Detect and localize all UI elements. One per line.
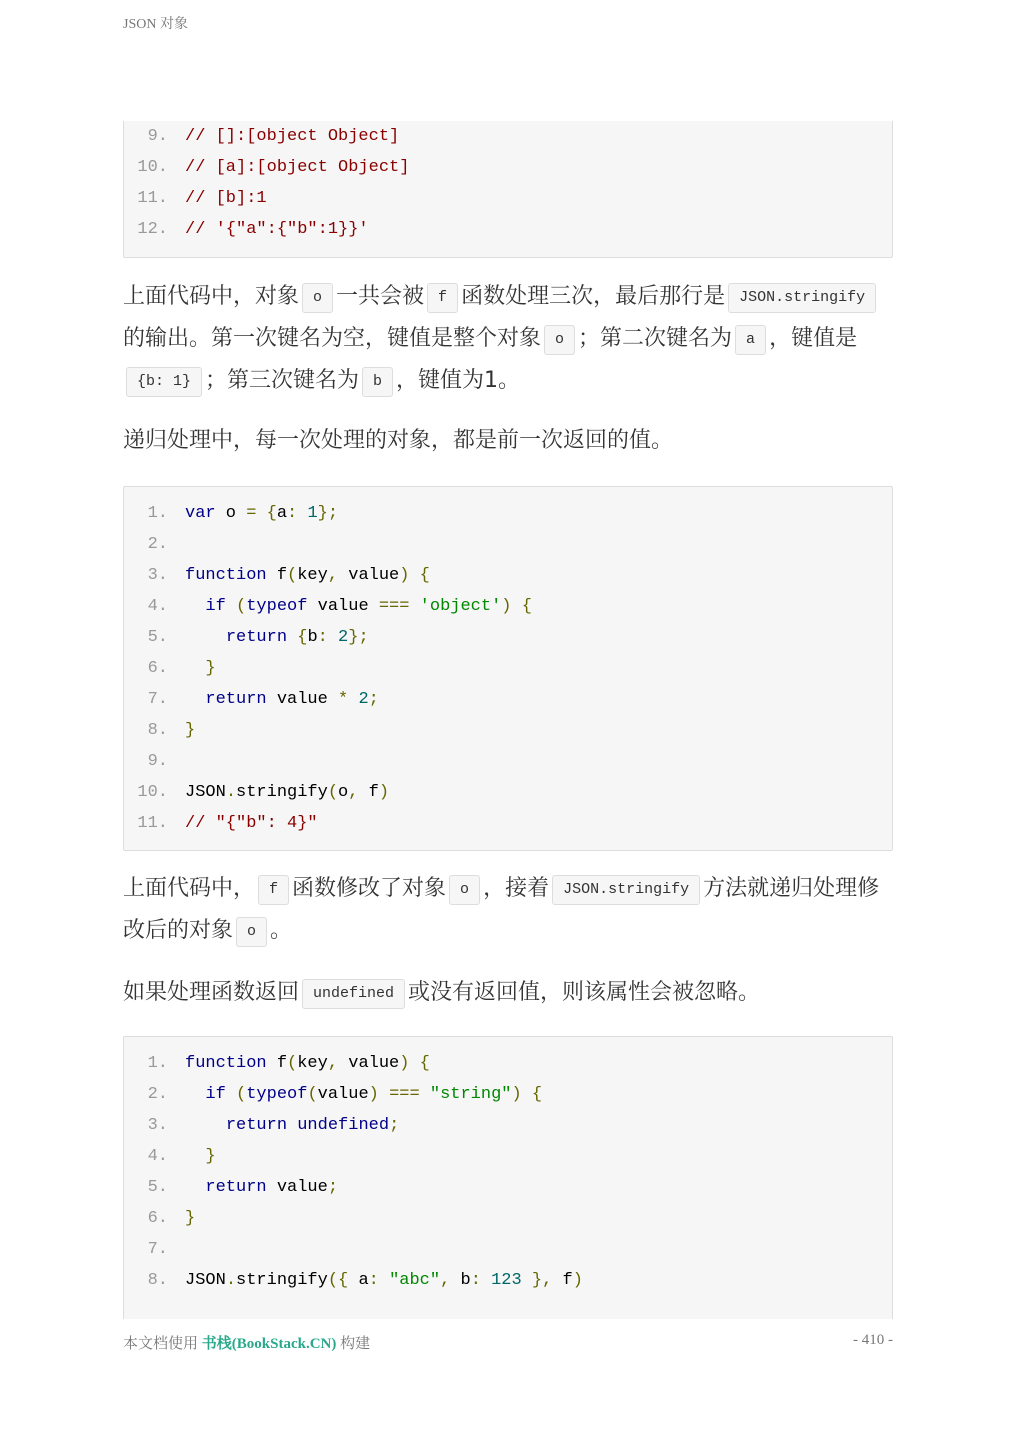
- code-text: return {b: 2};: [225, 628, 369, 647]
- text: ，键值是: [769, 326, 858, 351]
- line-number: 4.: [147, 1147, 168, 1166]
- code-text: // [a]:[object Object]: [185, 158, 410, 177]
- text: 。: [270, 918, 293, 943]
- footer-credit: [123, 1332, 370, 1353]
- line-number: 6.: [147, 1209, 168, 1228]
- inline-code: o: [449, 875, 480, 905]
- line-number: 3.: [147, 1116, 168, 1135]
- code-line: [124, 121, 399, 152]
- text: 函数修改了对象: [292, 876, 447, 901]
- code-text: return value;: [205, 1178, 339, 1197]
- line-number: 11.: [137, 189, 168, 208]
- text: 或没有返回值，则该属性会被忽略。: [408, 980, 761, 1005]
- code-text: // '{"a":{"b":1}}': [185, 220, 369, 239]
- code-line: [124, 498, 338, 529]
- line-number: 12.: [137, 220, 168, 239]
- inline-code: b: [362, 367, 393, 397]
- code-text: }: [185, 721, 196, 740]
- line-number: 5.: [147, 1178, 168, 1197]
- footer-suffix: 构建: [340, 1336, 371, 1352]
- code-line: [124, 746, 168, 777]
- line-number: 1.: [147, 504, 168, 523]
- line-number: 7.: [147, 690, 168, 709]
- code-line: [124, 1141, 216, 1172]
- line-number: 10.: [137, 158, 168, 177]
- code-text: if (typeof value === 'object') {: [205, 597, 532, 616]
- text: ，键值为1。: [396, 368, 521, 393]
- line-number: 6.: [147, 659, 168, 678]
- code-line: [124, 684, 379, 715]
- inline-code: JSON.stringify: [728, 283, 876, 313]
- line-number: 4.: [147, 597, 168, 616]
- line-number: 2.: [147, 535, 168, 554]
- code-line: [124, 808, 318, 839]
- code-text: }: [205, 659, 216, 678]
- code-text: var o = {a: 1};: [185, 504, 339, 523]
- code-line: [124, 560, 430, 591]
- text: 一共会被: [336, 284, 425, 309]
- code-line: [124, 1048, 430, 1079]
- inline-code: a: [735, 325, 766, 355]
- code-block-continued: [123, 121, 893, 258]
- code-text: // []:[object Object]: [185, 127, 400, 146]
- line-number: 7.: [147, 1240, 168, 1259]
- code-text: return value * 2;: [205, 690, 379, 709]
- line-number: 5.: [147, 628, 168, 647]
- line-number: 8.: [147, 721, 168, 740]
- code-text: }: [205, 1147, 216, 1166]
- text: 上面代码中，: [123, 876, 256, 901]
- code-line: [124, 1110, 399, 1141]
- text: 的输出。第一次键名为空，键值是整个对象: [123, 326, 542, 351]
- code-text: JSON.stringify(o, f): [185, 783, 390, 802]
- code-line: [124, 214, 369, 245]
- code-line: [124, 1172, 338, 1203]
- code-line: [124, 183, 267, 214]
- code-line: [124, 1079, 542, 1110]
- line-number: 8.: [147, 1271, 168, 1290]
- code-text: function f(key, value) {: [185, 566, 430, 585]
- paragraph-undefined-note: [123, 972, 898, 1014]
- code-line: [124, 529, 168, 560]
- code-text: function f(key, value) {: [185, 1054, 430, 1073]
- code-line: [124, 1234, 168, 1265]
- line-number: 9.: [147, 127, 168, 146]
- inline-code: undefined: [302, 979, 405, 1009]
- footer-prefix: 本文档使用: [123, 1336, 199, 1352]
- code-line: [124, 653, 216, 684]
- text: ；第二次键名为: [578, 326, 733, 351]
- text: ；第三次键名为: [205, 368, 360, 393]
- code-line: [124, 1265, 583, 1296]
- text: 函数处理三次，最后那行是: [461, 284, 726, 309]
- running-header: JSON 对象: [123, 17, 188, 32]
- line-number: 9.: [147, 752, 168, 771]
- code-text: // "{"b": 4}": [185, 814, 318, 833]
- text: 方法就递归处理修改后的对象: [123, 876, 880, 943]
- code-line: [124, 622, 369, 653]
- line-number: 11.: [137, 814, 168, 833]
- code-text: if (typeof(value) === "string") {: [205, 1085, 543, 1104]
- code-text: return undefined;: [225, 1116, 400, 1135]
- inline-code: o: [236, 917, 267, 947]
- code-line: [124, 591, 532, 622]
- text: 上面代码中，对象: [123, 284, 300, 309]
- paragraph-call-explanation: [123, 276, 898, 402]
- bookstack-link[interactable]: 书栈(BookStack.CN): [201, 1336, 337, 1352]
- line-number: 1.: [147, 1054, 168, 1073]
- inline-code: o: [302, 283, 333, 313]
- text: 如果处理函数返回: [123, 980, 300, 1005]
- code-line: [124, 1203, 195, 1234]
- inline-code: JSON.stringify: [552, 875, 700, 905]
- line-number: 10.: [137, 783, 168, 802]
- code-text: }: [185, 1209, 196, 1228]
- paragraph-recursion-note: 递归处理中，每一次处理的对象，都是前一次返回的值。: [123, 428, 674, 453]
- code-line: [124, 715, 195, 746]
- code-block-undefined-example: [123, 1036, 893, 1319]
- code-line: [124, 152, 409, 183]
- page-number: - 410 -: [853, 1332, 893, 1348]
- text: ，接着: [483, 876, 550, 901]
- inline-code: f: [258, 875, 289, 905]
- inline-code: {b: 1}: [126, 367, 202, 397]
- paragraph-modified-object: [123, 868, 898, 952]
- line-number: 2.: [147, 1085, 168, 1104]
- inline-code: o: [544, 325, 575, 355]
- code-line: [124, 777, 389, 808]
- inline-code: f: [427, 283, 458, 313]
- code-text: // [b]:1: [185, 189, 267, 208]
- code-text: JSON.stringify({ a: "abc", b: 123 }, f): [185, 1271, 583, 1290]
- code-block-replacer-example: [123, 486, 893, 851]
- line-number: 3.: [147, 566, 168, 585]
